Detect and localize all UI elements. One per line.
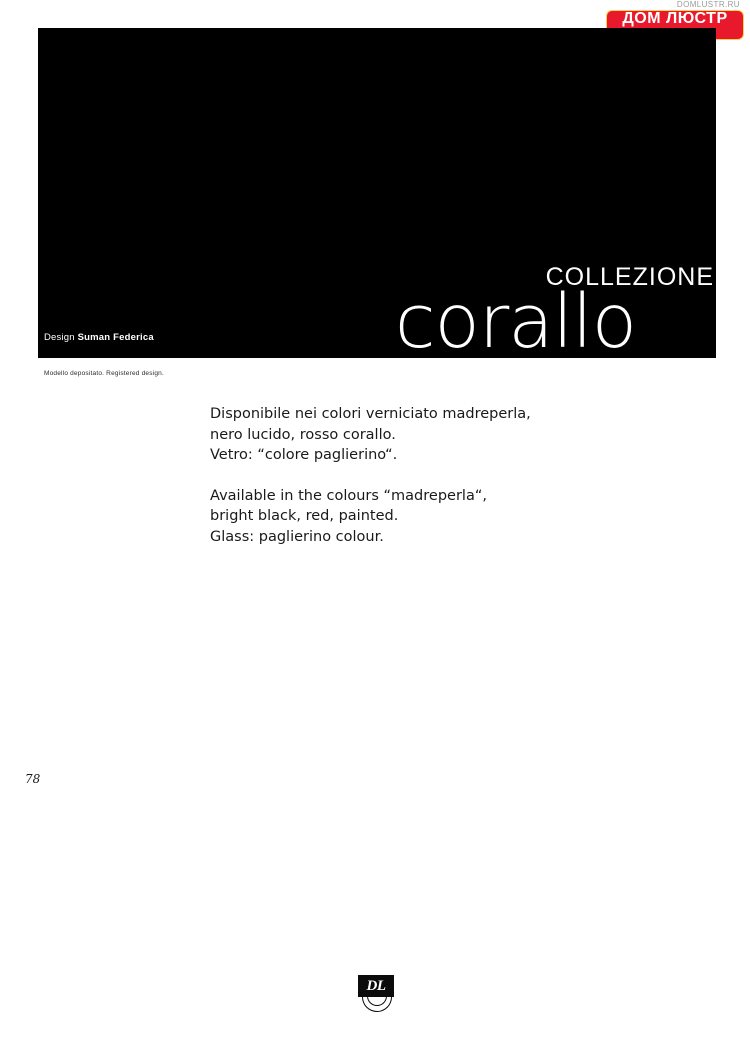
designer-name: Suman Federica: [77, 332, 154, 343]
description-line: Vetro: “colore paglierino“.: [210, 447, 398, 463]
dl-logo-text: DL: [366, 978, 386, 994]
registered-design-note: Modello depositato. Registered design.: [44, 370, 164, 377]
description-english: [210, 486, 640, 548]
description-italian: [210, 404, 640, 466]
dl-logo-icon: [358, 975, 394, 1013]
description-line: nero lucido, rosso corallo.: [210, 426, 396, 443]
design-credit-prefix: Design: [44, 332, 78, 343]
collection-label: COLLEZIONE: [545, 263, 714, 291]
product-description: [210, 404, 640, 547]
description-line: Disponibile nei colori verniciato madreperla,: [210, 406, 531, 422]
watermark-brand: ДОМ ЛЮСТР: [622, 10, 728, 27]
hero-title-group: [394, 263, 716, 358]
watermark-url: DOMLUSTR.RU: [676, 0, 740, 9]
product-name: corallo: [394, 279, 636, 358]
description-line: bright black, red, painted.: [210, 508, 399, 524]
description-line: Glass: paglierino colour.: [210, 528, 384, 545]
description-line: Available in the colours “madreperla“,: [210, 487, 487, 504]
page-number: 78: [25, 772, 41, 786]
product-hero-image: [38, 28, 716, 358]
design-credit: [44, 332, 154, 343]
